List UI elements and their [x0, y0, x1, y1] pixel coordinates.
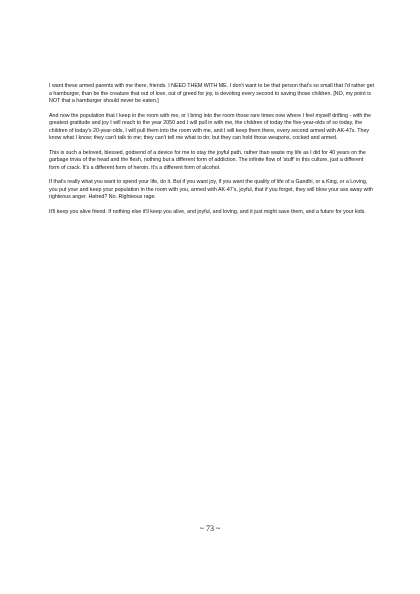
- paragraph-5: It'll keep you alive friend. If nothing else it'll keep you alive, and joyful, and loving, and it just might save them, and a future for your kids.: [49, 208, 366, 215]
- paragraph-1: I want these armed parents with me there, friends. I NEED THEM WITH ME. I don't want to be that person that's so small that I'd rather get a hamburger, than be the creature that out of love, out of greed for joy, is devoting every second to saving those children. [NO, my point is NOT that a hamburger should never be eaten.]: [49, 83, 375, 104]
- paragraph-3: This is such a beloved, blessed, godsend of a device for me to stay the joyful path, rather than waste my life as I did for 40 years on the garbage trivia of the head and the flesh, nothing but a different form of addiction. The infinite flow of 'stuff' in this culture, just a different form of crack. It's a different form of heroin. It's a different form of alcohol.: [49, 149, 366, 171]
- page-number: ~ 73 ~: [199, 524, 221, 533]
- paragraph-2: And now the population that I keep in the room with me, or I bring into the room those rare times now where I feel myself drifting - with the greatest gratitude and joy I will reach to the year 2050 and I will pull in with me, the children of today the five-year-olds of so today, the children of today's 20-year-olds, I will pull them into the room with me, and I will keep them there, every second armed with AK-47s. They know what I know; they can't talk to me; they can't tell me what to do; but they can hold those weapons, cocked and armed.: [49, 112, 372, 141]
- paragraph-4: If that's really what you want to spend your life, do it. But if you want joy, if you want the quality of life of a Gandhi, or a King, or a Loving, you put your and keep your population in the room with you, armed with AK-47's, joyful, that if you forget, they will blow your ass away with righteous anger. Hatred? No. Righteous rage.: [49, 179, 373, 200]
- body-text: [49, 83, 375, 223]
